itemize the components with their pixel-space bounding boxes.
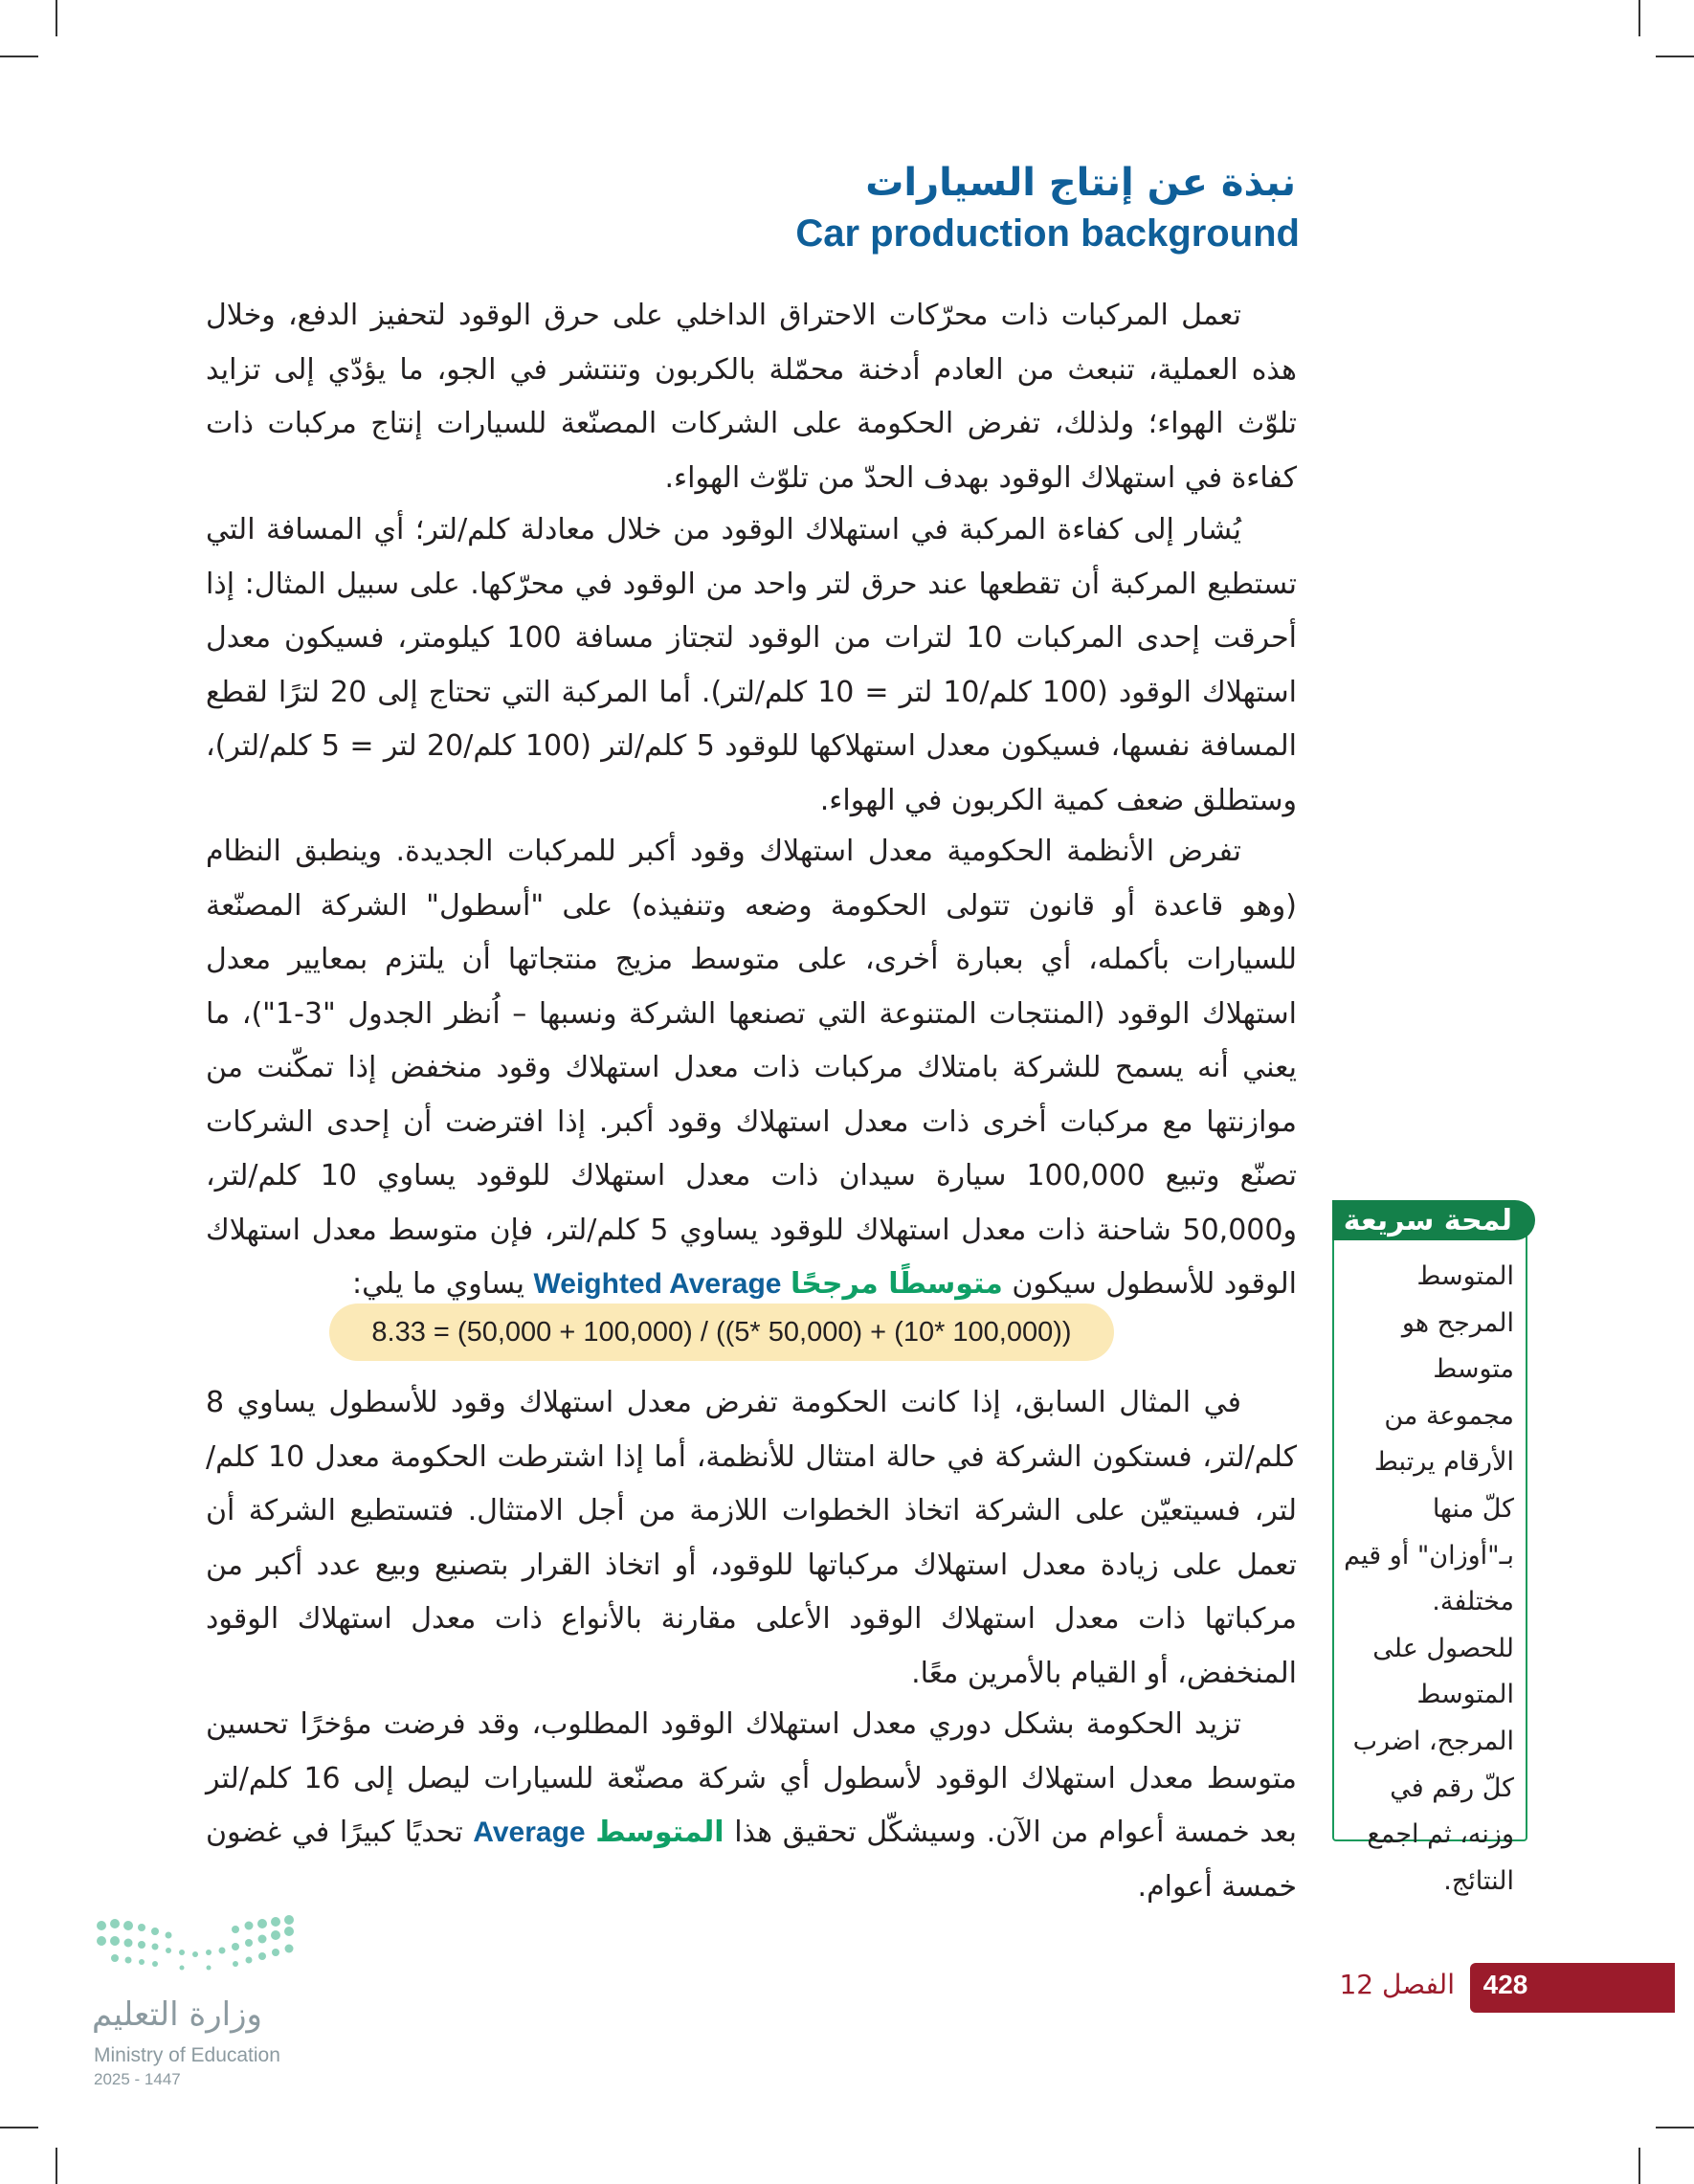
paragraph-efficiency: يُشار إلى كفاءة المركبة في استهلاك الوقود من خلال معادلة كلم/لتر؛ أي المسافة التي تستطيع المركبة أن تقطعها عند حرق لتر واحد من الوقود في محرّكها. على سبيل المثال: إذا أحرقت إحدى المركبات 10 لترات من الوقود لتجتاز مسافة 100 كيلومتر، فسيكون معدل استهلاك الوقود (100 كلم/10 لتر = 10 كلم/لتر). أما المركبة التي تحتاج إلى 20 لترًا لقطع المسافة نفسها، فسيكون معدل استهلاكها للوقود 5 كلم/لتر (100 كلم/20 لتر = 5 كلم/لتر)، وستطلق ضعف كمية الكربون في الهواء. [206, 513, 1297, 817]
crop-mark [1638, 2148, 1640, 2184]
paragraph-compliance: في المثال السابق، إذا كانت الحكومة تفرض معدل استهلاك وقود للأسطول يساوي 8 كلم/لتر، فستكون الشركة في حالة امتثال للأنظمة، أما إذا اشترطت الحكومة معدل 10 كلم/لتر، فسيتعيّن على الشركة اتخاذ الخطوات اللازمة من أجل الامتثال. فتستطيع الشركة أن تعمل على زيادة معدل استهلاك مركباتها للوقود، أو اتخاذ القرار بتصنيع وبيع عدد أكبر من مركباتها ذات معدل استهلاك الوقود الأعلى مقارنة بالأنواع ذات معدل استهلاك الوقود المنخفض، أو القيام بالأمرين معًا. [206, 1386, 1297, 1690]
ministry-year: 2025 - 1447 [94, 2070, 181, 2088]
weighted-average-formula: 8.33 = (50,000 + 100,000) / ((5* 50,000) + (10* 100,000)) [329, 1304, 1114, 1361]
chapter-label: الفصل 12 [1339, 1969, 1455, 2000]
future-text: تزيد الحكومة بشكل دوري معدل استهلاك الوقود المطلوب، وقد فرضت مؤخرًا تحسين متوسط معدل استهلاك الوقود لأسطول أي شركة مصنّعة للسيارات ليصل إلى 16 كلم/لتر بعد خمسة أعوام من الآن. وسيشكّل تحقيق هذا [206, 1707, 1297, 1849]
future-text-end: تحديًا كبيرًا في غضون خمسة أعوام. [206, 1816, 1297, 1904]
section-title-arabic: نبذة عن إنتاج السيارات [865, 161, 1296, 205]
crop-mark [0, 2127, 38, 2128]
crop-mark [1656, 2127, 1694, 2128]
paragraph-regulations [206, 825, 1297, 1312]
crop-mark [0, 56, 38, 57]
sidebar-body: المتوسط المرجح هو متوسط مجموعة من الأرقام يرتبط كلّ منها بـ"أوزان" أو قيم مختلفة. للحصول على المتوسط المرجح، اضرب كلّ رقم في وزنه، ثم اجمع النتائج. [1344, 1261, 1514, 1896]
crop-mark [1656, 56, 1694, 57]
term-weighted-average-ar: متوسطًا مرجحًا [791, 1267, 1003, 1301]
section-title-english: Car production background [795, 212, 1300, 255]
paragraph-future [206, 1698, 1297, 1914]
regulations-text-end: يساوي ما يلي: [352, 1267, 524, 1301]
crop-mark [1638, 0, 1640, 36]
quick-glance-sidebar [1332, 1204, 1527, 1896]
term-average-ar: المتوسط [595, 1816, 724, 1849]
term-average-en: Average [473, 1816, 586, 1848]
regulations-text: تفرض الأنظمة الحكومية معدل استهلاك وقود أكبر للمركبات الجديدة. وينطبق النظام (وهو قاعدة أو قانون تتولى الحكومة وضعه وتنفيذه) على "أسطول" الشركة المصنّعة للسيارات بأكمله، أي بعبارة أخرى، على متوسط مزيج منتجاتها أن يلتزم بمعايير معدل استهلاك الوقود (المنتجات المتنوعة التي تصنعها الشركة ونسبها – اُنظر الجدول "3-1")، ما يعني أنه يسمح للشركة بامتلاك مركبات ذات معدل استهلاك وقود منخفض إذا تمكّنت من موازنتها مع مركبات أخرى ذات معدل استهلاك وقود أكبر. إذا افترضت أن إحدى الشركات تصنّع وتبيع 100,000 سيارة سيدان ذات معدل استهلاك للوقود يساوي 10 كلم/لتر، و50,000 شاحنة ذات معدل استهلاك للوقود يساوي 5 كلم/لتر، فإن متوسط معدل استهلاك الوقود للأسطول سيكون [206, 835, 1297, 1301]
page-number: 428 [1482, 1970, 1528, 1999]
ministry-name-arabic: وزارة التعليم [92, 1995, 262, 2034]
sidebar-title: لمحة سريعة [1343, 1204, 1512, 1237]
paragraph-intro: تعمل المركبات ذات محرّكات الاحتراق الداخلي على حرق الوقود لتحفيز الدفع، وخلال هذه العملية، تنبعث من العادم أدخنة محمّلة بالكربون وتنتشر في الجو، ما يؤدّي إلى تزايد تلوّث الهواء؛ ولذلك، تفرض الحكومة على الشركات المصنّعة للسيارات إنتاج مركبات ذات كفاءة في استهلاك الوقود بهدف الحدّ من تلوّث الهواء. [206, 299, 1297, 495]
term-weighted-average-en: Weighted Average [533, 1268, 782, 1300]
crop-mark [56, 0, 57, 36]
sidebar-header [1332, 1200, 1535, 1240]
ministry-name-english: Ministry of Education [94, 2044, 280, 2066]
crop-mark [56, 2148, 57, 2184]
